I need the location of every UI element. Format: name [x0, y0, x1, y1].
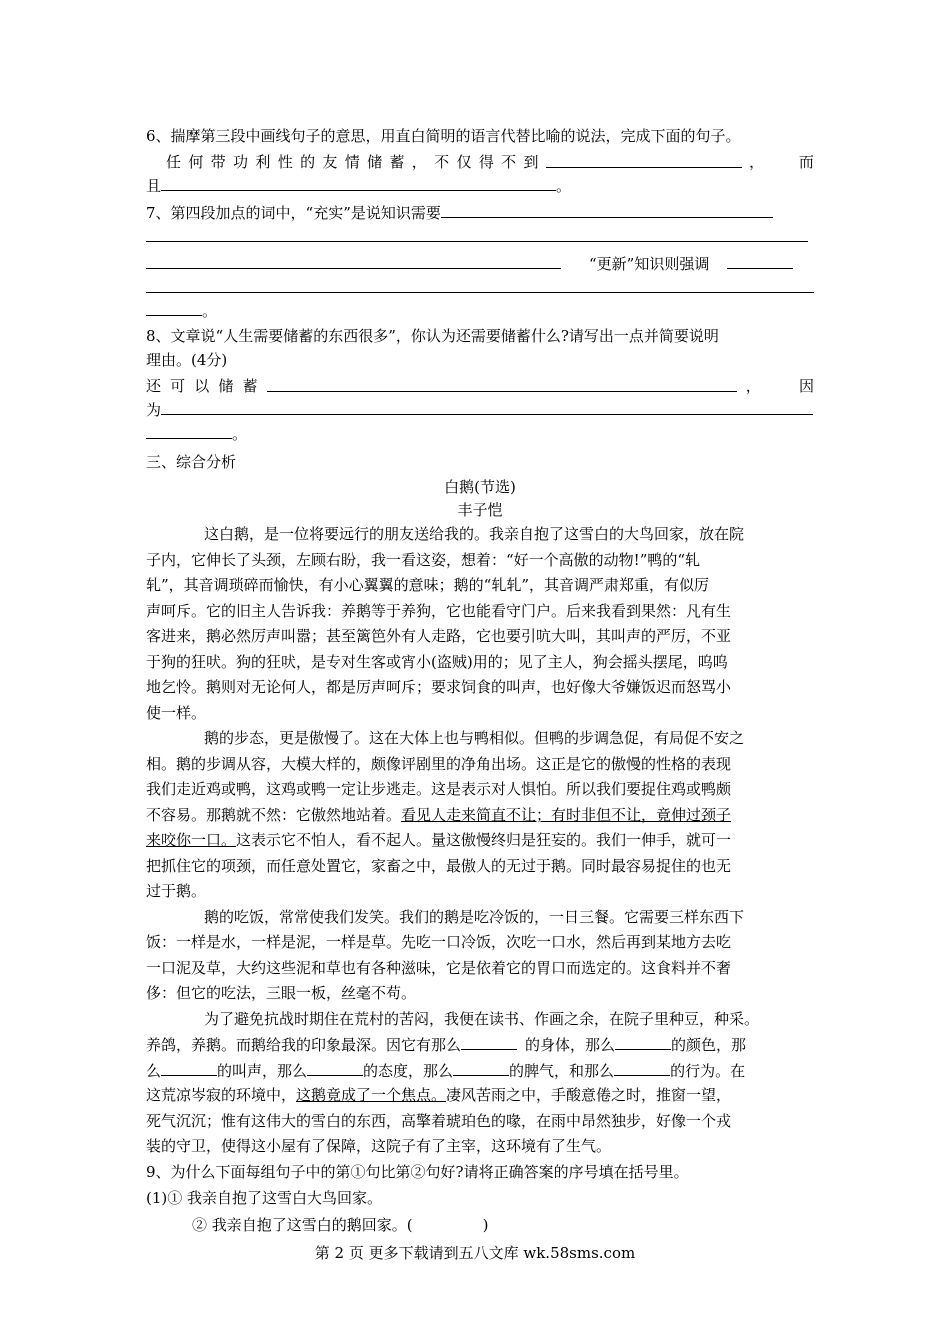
q8-char: 蓄 — [242, 377, 258, 395]
p4-text: 的颜色，那 — [671, 1036, 747, 1054]
p3-line: 一口泥及草，大约这些泥和草也有各种滋味，它是依着它的胃口而选定的。这食料并不奢 — [146, 959, 732, 977]
q6-answer-line-2 — [146, 174, 571, 196]
q9-sentence-2: ② 我亲自抱了这雪白的鹅回家。( — [192, 1216, 413, 1234]
p1-line: 轧”，其音调琐碎而愉快，有小心翼翼的意味；鹅的“轧轧”，其音调严肃郑重，有似厉 — [146, 576, 710, 594]
q6-answer-line-1 — [166, 151, 814, 173]
q7-blank-2[interactable] — [146, 252, 561, 269]
p2-line: 相。鹅的步调从容，大模大样的，颇像评剧里的净角出场。这正是它的傲慢的性格的表现 — [146, 755, 732, 773]
p2-line — [146, 829, 731, 851]
p1-line: 客进来，鹅必然厉声叫嚣；甚至篱笆外有人走路，它也要引吭大叫，其叫声的严厉，不亚 — [146, 627, 732, 645]
p2-line: 过于鹅。 — [146, 882, 207, 900]
p4-blank-6[interactable] — [614, 1059, 670, 1076]
q6-char: 带 — [210, 153, 226, 171]
q7-prompt: 7、第四段加点的词中，“充实”是说知识需要 — [146, 204, 441, 222]
q8-char: 储 — [218, 377, 234, 395]
underlined-sentence-end: 来咬你一口。 — [146, 831, 237, 849]
p2-line: 把抓住它的项颈，而任意处置它，家畜之中，最傲人的无过于鹅。同时最容易捉住的也无 — [146, 857, 732, 875]
q6-period: 。 — [556, 177, 572, 195]
p4-blank-4[interactable] — [307, 1059, 363, 1076]
q8-yin: 因 — [798, 377, 814, 395]
q8-char: 以 — [194, 377, 210, 395]
q9-sentence-1: (1)① 我亲自抱了这雪白大鸟回家。 — [146, 1189, 383, 1207]
q6-char: 何 — [188, 153, 204, 171]
p4-text: 养鸽，养鹅。而鹅给我的印象最深。因它有那么 — [146, 1036, 462, 1054]
q6-char: 不 — [434, 153, 450, 171]
p4-text: 的叫声，那么 — [217, 1062, 308, 1080]
q6-char: 得 — [478, 153, 494, 171]
q6-blank-2[interactable] — [161, 174, 556, 191]
section-heading: 三、综合分析 — [146, 453, 237, 471]
q6-char: 情 — [344, 153, 360, 171]
q6-er: 而 — [798, 153, 814, 171]
q6-char: 利 — [255, 153, 271, 171]
p1-line: 这白鹅，是一位将要远行的朋友送给我的。我亲自抱了这雪白的大鸟回家，放在院 — [204, 525, 745, 543]
q6-char: ， — [411, 153, 427, 171]
p4-text: 的身体，那么 — [525, 1036, 616, 1054]
q8-period: 。 — [232, 425, 248, 443]
p2-line — [146, 804, 731, 826]
q9-sentence-2-line — [192, 1214, 488, 1236]
q7-update-line — [146, 252, 793, 274]
p2-text: 这表示它不怕人，看不起人。量这傲慢终归是狂妄的。我们一伸手，就可一 — [236, 831, 732, 849]
p4-blank-2[interactable] — [615, 1033, 671, 1050]
p4-text: 这荒凉岑寂的环境中， — [146, 1086, 297, 1104]
p3-line: 鹅的吃饭，常常使我们发笑。我们的鹅是吃冷饭的，一日三餐。它需要三样东西下 — [204, 908, 745, 926]
q8-wei: 为 — [146, 401, 162, 419]
q6-char: 蓄 — [389, 153, 405, 171]
q8-prompt-2: 理由。(4分) — [146, 351, 228, 369]
p4-text: 么 — [146, 1062, 162, 1080]
q8-blank-3[interactable] — [146, 422, 232, 439]
q8-prompt: 8、文章说“人生需要储蓄的东西很多”，你认为还需要储蓄什么?请写出一点并简要说明 — [146, 327, 719, 345]
p4-blank-1[interactable] — [461, 1033, 517, 1050]
p3-line: 饭：一样是水，一样是泥，一样是草。先吃一口冷饭，次吃一口水，然后再到某地方去吃 — [146, 933, 732, 951]
q6-char: 储 — [367, 153, 383, 171]
q6-char: 仅 — [456, 153, 472, 171]
p4-text: 的行为。在 — [670, 1062, 746, 1080]
q8-char: 还 — [146, 377, 162, 395]
p4-line — [146, 1084, 731, 1106]
q7-update-label: “更新”知识则强调 — [589, 255, 710, 273]
q6-char: 功 — [233, 153, 249, 171]
p4-line: 为了避免抗战时期住在荒村的苦闷，我便在读书、作画之余，在院子里种豆，种采。 — [204, 1010, 760, 1028]
article-author: 丰子恺 — [457, 501, 503, 519]
p3-line: 侈：但它的吃法，三眼一板，丝毫不苟。 — [146, 984, 417, 1002]
q9-close-paren: ) — [482, 1216, 489, 1234]
q8-end-line — [146, 422, 247, 444]
q6-prompt: 6、揣摩第三段中画线句子的意思，用直白简明的语言代替比喻的说法，完成下面的句子。 — [146, 127, 741, 145]
p1-line: 地乞怜。鹅则对无论何人，都是厉声呵斥；要求饲食的叫声，也好像大爷嫌饭迟而怒骂小 — [146, 678, 732, 696]
q8-char: 可 — [170, 377, 186, 395]
p2-line: 我们走近鸡或鸭，这鸡或鸭一定让步逃走。这是表示对人惧怕。所以我们要捉住鸡或鸭颇 — [146, 780, 732, 798]
q8-blank-1[interactable] — [267, 375, 737, 392]
p1-line: 于狗的狂吠。狗的狂吠，是专对生客或宵小(盗贼)用的；见了主人，狗会摇头摆尾，呜呜 — [146, 653, 728, 671]
q7-blank-4[interactable] — [146, 299, 202, 316]
q8-answer-line-2 — [146, 398, 813, 420]
page-footer: 第 2 页 更多下载请到五八文库 wk.58sms.com — [314, 1244, 636, 1262]
underlined-focus-sentence: 这鹅竟成了一个焦点。 — [296, 1086, 447, 1104]
p1-line: 声呵斥。它的旧主人告诉我：养鹅等于养狗，它也能看守门户。后来我看到果然：凡有生 — [146, 602, 732, 620]
q6-char: 友 — [322, 153, 338, 171]
q6-comma: ， — [749, 153, 765, 171]
q7-answer-line-2[interactable] — [146, 292, 814, 293]
p2-line: 鹅的步态，更是傲慢了。这在大体上也与鸭相似。但鸭的步调急促，有局促不安之 — [204, 729, 745, 747]
p4-text: 的脾气，和那么 — [509, 1062, 615, 1080]
p2-text: 不容易。那鹅就不然：它傲然地站着。 — [146, 806, 402, 824]
q7-blank-1[interactable] — [441, 201, 773, 218]
q6-char: 任 — [166, 153, 182, 171]
p4-line: 死气沉沉；惟有这伟大的雪白的东西，高擎着琥珀色的喙，在雨中昂然独步，好像一个戎 — [146, 1112, 732, 1130]
q6-qie: 且 — [146, 177, 162, 195]
q7-answer-line[interactable] — [146, 241, 808, 242]
q7-end-line — [146, 299, 217, 321]
p4-blank-3[interactable] — [161, 1059, 217, 1076]
q7-blank-3[interactable] — [727, 252, 793, 269]
article-title: 白鹅(节选) — [444, 478, 516, 496]
p1-line: 子内，它伸长了头颈，左顾右盼，我一看这姿，想着：“好一个高傲的动物!”鸭的“轧 — [146, 551, 701, 569]
q6-blank-1[interactable] — [546, 151, 742, 168]
q6-char: 的 — [300, 153, 316, 171]
p4-line — [146, 1059, 745, 1081]
p4-text: 凄风苦雨之中，手酸意倦之时，推窗一望， — [446, 1086, 732, 1104]
q8-comma: ， — [745, 377, 761, 395]
q7-prompt-line — [146, 201, 773, 223]
p4-text: 的态度，那么 — [363, 1062, 454, 1080]
p4-line — [146, 1033, 746, 1055]
p4-blank-5[interactable] — [453, 1059, 509, 1076]
underlined-sentence: 看见人走来简直不让；有时非但不让，竟伸过颈子 — [401, 806, 732, 824]
p4-line: 装的守卫，使得这小屋有了保障，这院子有了主宰，这环境有了生气。 — [146, 1137, 612, 1155]
q8-answer-line-1 — [146, 375, 814, 397]
q7-period: 。 — [202, 302, 218, 320]
q9-prompt: 9、为什么下面每组句子中的第①句比第②句好?请将正确答案的序号填在括号里。 — [146, 1163, 689, 1181]
q6-char: 不 — [501, 153, 517, 171]
q8-blank-2[interactable] — [161, 398, 813, 415]
p1-line: 使一样。 — [146, 704, 207, 722]
q6-char: 到 — [523, 153, 539, 171]
q6-char: 性 — [277, 153, 293, 171]
